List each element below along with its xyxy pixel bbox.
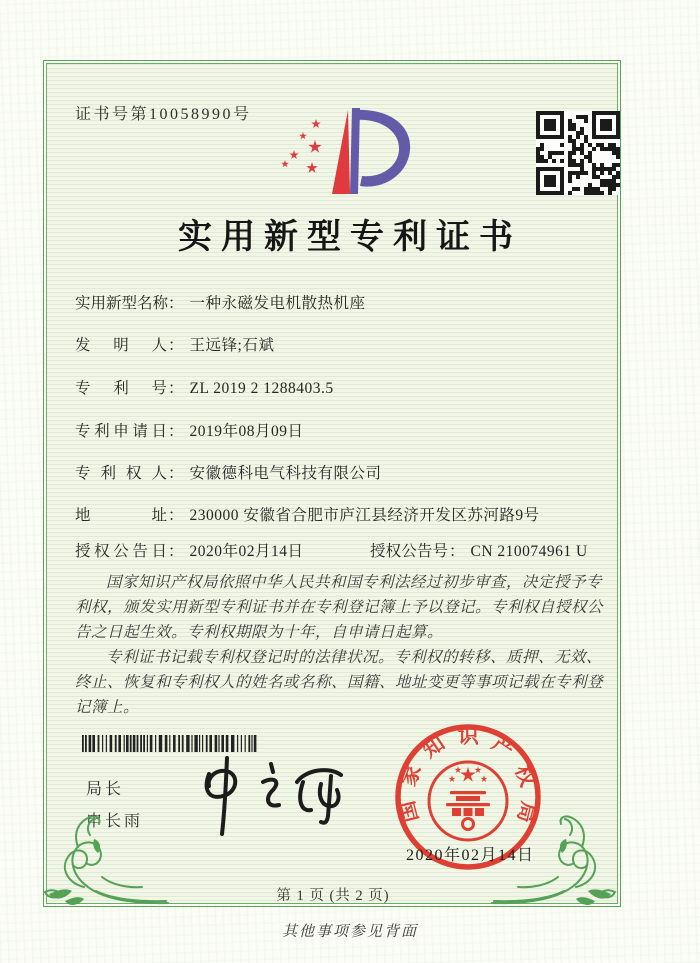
certificate-title: 实用新型专利证书 bbox=[178, 219, 522, 256]
qr-code-icon bbox=[536, 111, 624, 195]
page-number: 第 1 页 (共 2 页) bbox=[276, 888, 390, 904]
field-label: 专利号 bbox=[75, 380, 167, 397]
field-value: 安徽德科电气科技有限公司 bbox=[189, 465, 382, 482]
field-value: CN 210074961 U bbox=[470, 543, 588, 560]
field-patentee: 专利权人： 安徽德科电气科技有限公司 bbox=[75, 461, 382, 483]
cnipa-logo-icon bbox=[272, 98, 427, 198]
field-value: 一种永磁发电机散热机座 bbox=[189, 295, 366, 312]
field-utility-model-name: 实用新型名称： 一种永磁发电机散热机座 bbox=[75, 291, 366, 313]
seal-text: 国家知识产权局 bbox=[394, 723, 542, 826]
field-value: 王远锋;石斌 bbox=[189, 337, 275, 354]
field-label: 发明人 bbox=[75, 337, 167, 354]
field-label: 实用新型名称 bbox=[75, 295, 169, 312]
field-value: 2020年02月14日 bbox=[189, 543, 304, 560]
field-value: ZL 2019 2 1288403.5 bbox=[189, 380, 334, 397]
field-filing-date: 专利申请日： 2019年08月09日 bbox=[75, 419, 304, 441]
field-grant-date: 授权公告日： 2020年02月14日 授权公告号： CN 210074961 U bbox=[75, 539, 304, 561]
legal-paragraph-1: 国家知识产权局依照中华人民共和国专利法经过初步审查，决定授予专利权，颁发实用新型专利证书并在专利登记簿上予以登记。专利权自授权公告之日起生效。专利权期限为十年，自申请日起算。 bbox=[75, 574, 604, 641]
legal-text bbox=[75, 570, 612, 720]
field-label: 地址 bbox=[75, 507, 167, 524]
field-address: 地址： 230000 安徽省合肥市庐江县经济开发区苏河路9号 bbox=[75, 503, 540, 525]
field-grant-number: 授权公告号： CN 210074961 U bbox=[370, 539, 588, 561]
field-label: 授权公告号 bbox=[370, 543, 448, 560]
field-inventor: 发明人： 王远锋;石斌 bbox=[75, 333, 274, 355]
back-side-note: 其他事项参见背面 bbox=[281, 924, 418, 940]
seal-date: 2020年02月14日 bbox=[406, 847, 535, 864]
field-patent-number: 专利号： ZL 2019 2 1288403.5 bbox=[75, 376, 334, 398]
certificate-number: 证书号第10058990号 bbox=[75, 106, 252, 123]
director-title: 局长 bbox=[86, 781, 125, 798]
field-label: 授权公告日 bbox=[75, 543, 167, 560]
field-label: 专利申请日 bbox=[75, 423, 167, 440]
field-value: 230000 安徽省合肥市庐江县经济开发区苏河路9号 bbox=[189, 507, 540, 524]
field-label: 专利权人 bbox=[75, 465, 167, 482]
legal-paragraph-2: 专利证书记载专利权登记时的法律状况。专利权的转移、质押、无效、终止、恢复和专利权人的姓名或名称、国籍、地址变更等事项记载在专利登记簿上。 bbox=[75, 649, 604, 716]
corner-flourish-icon bbox=[38, 791, 170, 911]
director-signature-icon bbox=[185, 750, 370, 845]
director-name: 申长雨 bbox=[86, 813, 144, 830]
field-value: 2019年08月09日 bbox=[189, 423, 304, 440]
